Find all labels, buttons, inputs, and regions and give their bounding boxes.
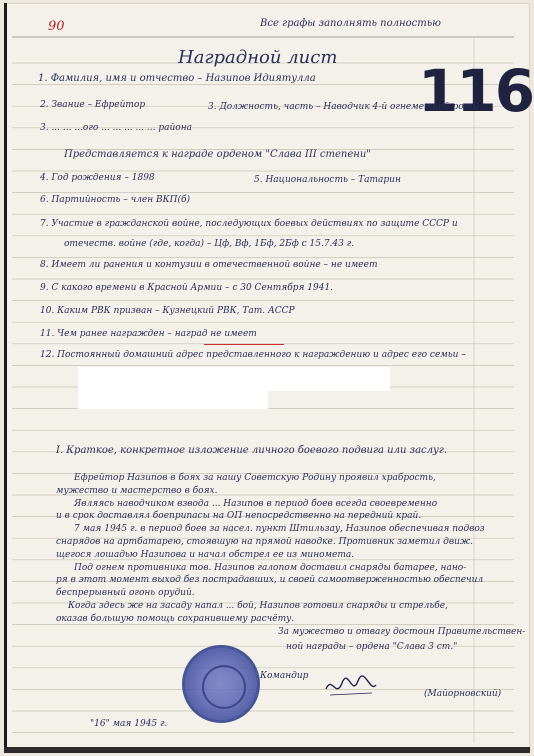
- line-award-presentation: Представляется к награде орденом "Слава III степени": [64, 149, 371, 160]
- scan-edge: [4, 3, 7, 753]
- redacted-block: [78, 389, 268, 409]
- conclusion-a: За мужество и отвагу достоин Правительствен-: [278, 627, 526, 637]
- body-line: мужество и мастерство в боях.: [56, 485, 218, 496]
- official-stamp: [182, 645, 260, 723]
- body-line: ря в этот момент выход без пострадавших, и своей самоотверженностью обеспечил: [56, 575, 484, 586]
- document-date: "16" мая 1945 г.: [90, 719, 168, 729]
- line-2-rank: 2. Звание – Ефрейтор: [40, 100, 146, 110]
- stamp-inner-ring: [202, 665, 246, 709]
- line-7-service-a: 7. Участие в гражданской войне, последующих боевых действиях по защите СССР и: [40, 219, 458, 229]
- line-3-cont: 3. ... ... ...ого ... ... ... ... ... района: [40, 123, 193, 133]
- page-corner-number: 90: [48, 19, 65, 34]
- body-line: Когда здесь же на засаду напал ... бой, Назипов готовил снаряды и стрельбе,: [68, 601, 448, 611]
- line-12-address: 12. Постоянный домашний адрес представленного к награждению и адрес его семьи –: [40, 350, 466, 360]
- body-line: Ефрейтор Назипов в боях за нашу Советскую Родину проявил храбрость,: [74, 473, 436, 483]
- signature-title: Командир: [260, 671, 309, 681]
- line-10-conscripted: 10. Каким РВК призван – Кузнецкий РВК, Тат. АССР: [40, 306, 295, 316]
- line-4-birth-year: 4. Год рождения – 1898: [40, 173, 155, 183]
- document-title: Наградной лист: [178, 47, 338, 68]
- line-6-party: 6. Партийность – член ВКП(б): [40, 195, 190, 205]
- body-line: и в срок доставлял боеприпасы на ОП непосредственно на передний край.: [56, 511, 422, 522]
- body-line: оказав большую помощь сохранившему расчёту.: [56, 613, 295, 624]
- line-8-wounds: 8. Имеет ли ранения и контузии в отечественной войне – не имеет: [40, 260, 378, 270]
- line-11-previous-awards: 11. Чем ранее награжден – наград не имеет: [40, 329, 257, 339]
- body-line: Под огнем противника тов. Назипов галопом доставил снаряды батарее, нано-: [74, 562, 467, 573]
- award-sheet: [4, 3, 534, 753]
- line-1-name: 1. Фамилия, имя и отчество – Назипов Идиятулла: [38, 73, 316, 84]
- line-5-nationality: 5. Национальность – Татарин: [254, 175, 401, 185]
- body-line: 7 мая 1945 г. в период боев за насел. пункт Штильзау, Назипов обеспечивая подвоз: [74, 524, 485, 535]
- big-number: 116: [418, 57, 534, 125]
- line-7-service-b: отечеств. войне (где, когда) – Цф, Вф, 1Бф, 2Бф с 15.7.43 г.: [64, 239, 355, 249]
- header-note: Все графы заполнять полностью: [260, 18, 441, 29]
- line-9-since: 9. С какого времени в Красной Армии – с 30 Сентября 1941.: [40, 283, 334, 293]
- scan-edge: [4, 747, 530, 753]
- signature-name: (Майорновский): [424, 689, 502, 699]
- redacted-block: [78, 367, 390, 391]
- line-3-position: 3. Должность, часть – Наводчик 4-й огнеметной роты: [208, 102, 480, 112]
- body-line: снарядов на артбатарею, стоявшую на прямой наводке. Противник заметил движ.: [56, 537, 473, 547]
- signature-scribble: [322, 671, 380, 701]
- red-underline: [204, 344, 284, 345]
- body-line: Являясь наводчиком взвода ... Назипов в период боев всегда своевременно: [74, 498, 438, 509]
- section-heading: I. Краткое, конкретное изложение личного боевого подвига или заслуг.: [56, 445, 448, 456]
- conclusion-b: ной награды – ордена "Слава 3 ст.": [286, 642, 458, 652]
- body-line: щегося лошадью Назипова и начал обстрел ее из миномета.: [56, 549, 355, 560]
- body-line: беспрерывный огонь орудий.: [56, 588, 195, 599]
